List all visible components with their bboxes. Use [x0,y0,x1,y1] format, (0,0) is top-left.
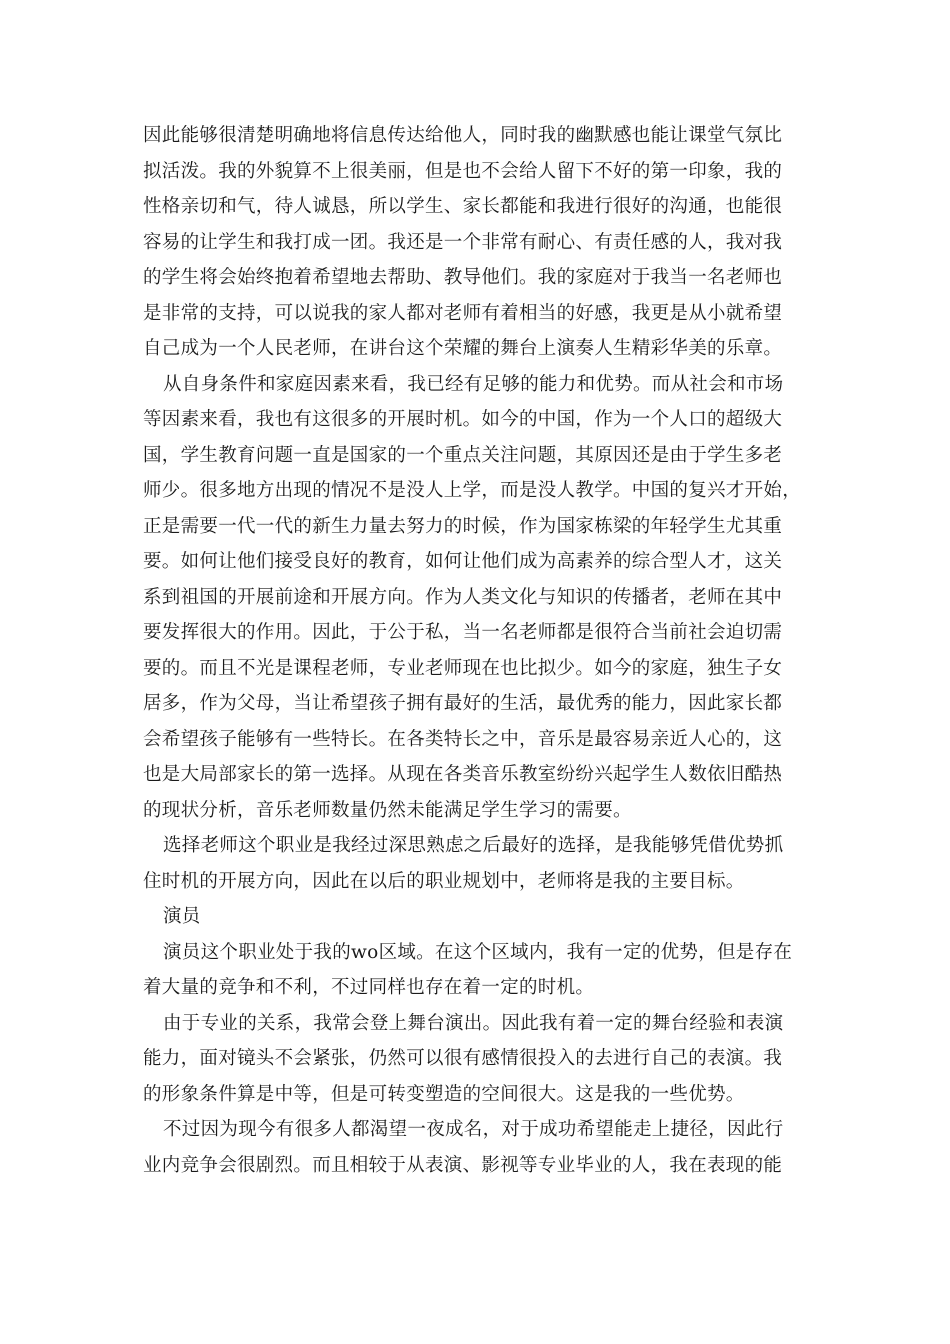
text-line: 要。如何让他们接受良好的教育，如何让他们成为高素养的综合型人才，这关 [143,551,783,572]
document-body [143,118,808,1183]
text-line: 要的。而且不光是课程老师，专业老师现在也比拟少。如今的家庭，独生子女 [143,657,783,679]
text-line: 会希望孩子能够有一些特长。在各类特长之中，音乐是最容易亲近人心的，这 [143,728,783,750]
text-line: 的形象条件算是中等，但是可转变塑造的空间很大。这是我的一些优势。 [143,1083,745,1105]
text-line: 住时机的开展方向，因此在以后的职业规划中，老师将是我的主要目标。 [143,870,745,892]
text-line: 也是大局部家长的第一选择。从现在各类音乐教室纷纷兴起学生人数依旧酷热 [143,764,783,785]
text-line: 演员这个职业处于我的wo区域。在这个区域内，我有一定的优势，但是存在 [163,941,793,963]
text-line: 从自身条件和家庭因素来看，我已经有足够的能力和优势。而从社会和市场 [163,373,784,395]
text-line: 不过因为现今有很多人都渴望一夜成名，对于成功希望能走上捷径，因此行 [163,1119,784,1140]
text-line: 业内竞争会很剧烈。而且相较于从表演、影视等专业毕业的人，我在表现的能 [143,1154,783,1176]
text-line: 自己成为一个人民老师，在讲台这个荣耀的舞台上演奏人生精彩华美的乐章。 [143,338,783,359]
text-line: 是非常的支持，可以说我的家人都对老师有着相当的好感，我更是从小就希望 [143,302,783,324]
text-line: 国，学生教育问题一直是国家的一个重点关注问题，其原因还是由于学生多老 [143,444,783,466]
text-line: 系到祖国的开展前途和开展方向。作为人类文化与知识的传播者，老师在其中 [143,586,783,608]
text-line: 的学生将会始终抱着希望地去帮助、教导他们。我的家庭对于我当一名老师也 [143,267,783,288]
text-line: 能力，面对镜头不会紧张，仍然可以很有感情很投入的去进行自己的表演。我 [143,1048,783,1069]
text-line: 着大量的竞争和不利，不过同样也存在着一定的时机。 [143,977,595,998]
text-line: 等因素来看，我也有这很多的开展时机。如今的中国，作为一个人口的超级大 [143,409,783,430]
paragraph-3 [143,828,808,899]
paragraph-5 [143,1006,808,1113]
text-line: 拟活泼。我的外貌算不上很美丽，但是也不会给人留下不好的第一印象，我的 [143,160,783,182]
text-line: 师少。很多地方出现的情况不是没人上学，而是没人教学。中国的复兴才开始， [143,480,802,501]
text-line: 的现状分析，音乐老师数量仍然未能满足学生学习的需要。 [143,799,632,821]
text-line: 正是需要一代一代的新生力量去努力的时候，作为国家栋梁的年轻学生尤其重 [143,515,783,537]
text-line: 居多，作为父母，当让希望孩子拥有最好的生活，最优秀的能力，因此家长都 [143,693,783,714]
paragraph-6 [143,1112,808,1183]
section-heading-actor [143,899,808,935]
text-line: 选择老师这个职业是我经过深思熟虑之后最好的选择，是我能够凭借优势抓 [163,835,784,856]
text-line: 容易的让学生和我打成一团。我还是一个非常有耐心、有责任感的人，我对我 [143,231,783,253]
text-line: 由于专业的关系，我常会登上舞台演出。因此我有着一定的舞台经验和表演 [163,1012,784,1034]
paragraph-2 [143,367,808,829]
text-line: 因此能够很清楚明确地将信息传达给他人，同时我的幽默感也能让课堂气氛比 [143,125,783,146]
text-line: 要发挥很大的作用。因此，于公于私，当一名老师都是很符合当前社会迫切需 [143,622,783,643]
heading-text: 演员 [163,906,201,927]
paragraph-4 [143,935,808,1006]
text-line: 性格亲切和气，待人诚恳，所以学生、家长都能和我进行很好的沟通，也能很 [143,196,783,217]
paragraph-1 [143,118,808,367]
